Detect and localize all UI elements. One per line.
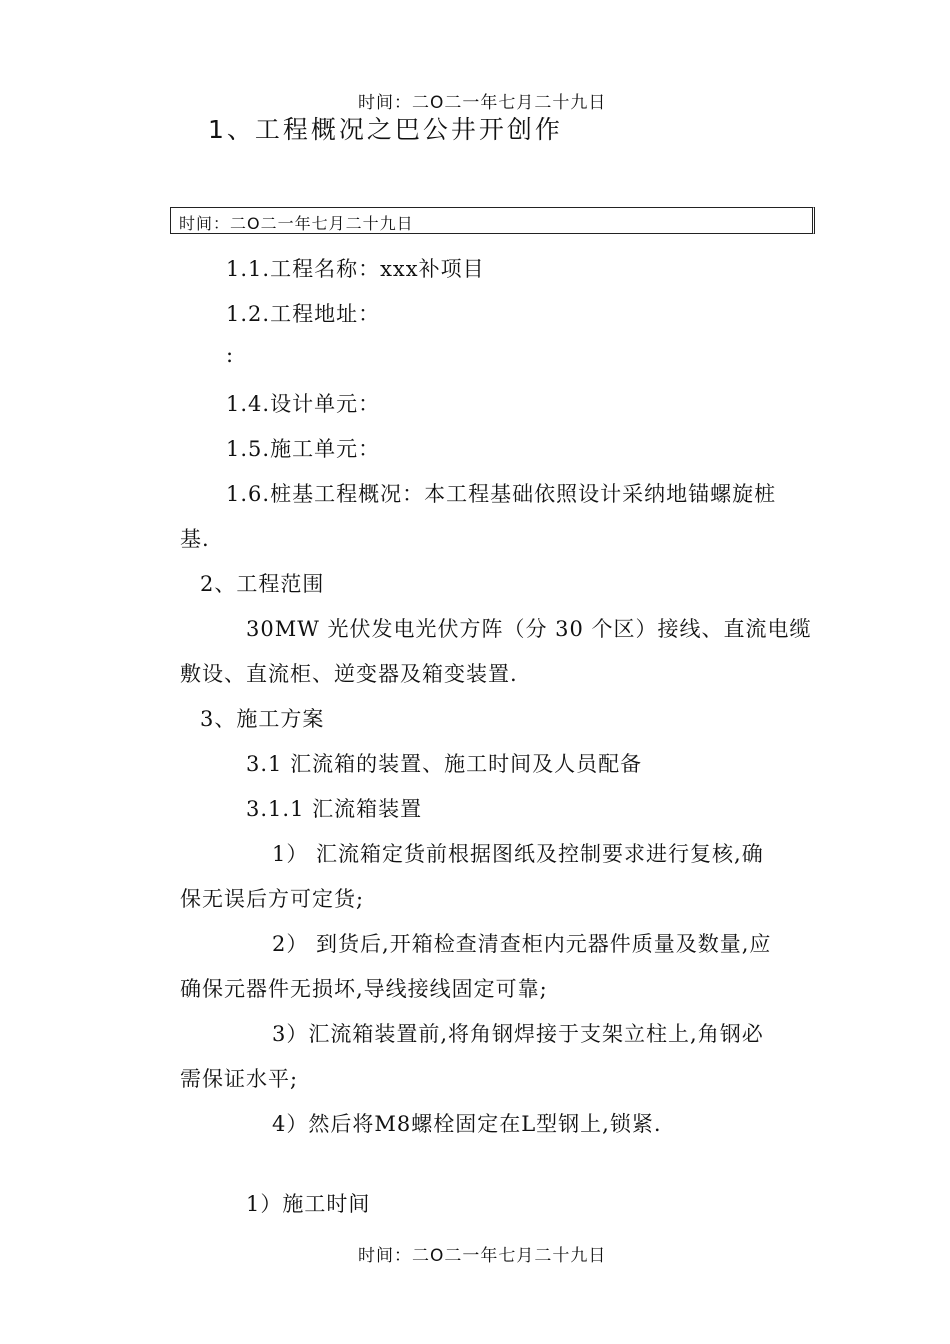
pile-overview-line: 1.6.桩基工程概况：本工程基础依照设计采纳地锚螺旋桩 (226, 482, 777, 506)
date-box-text: 时间：二O二一年七月二十九日 (179, 214, 414, 233)
item-1-line-2: 保无误后方可定货; (180, 887, 365, 911)
subsection-3-1: 3.1 汇流箱的装置、施工时间及人员配备 (246, 752, 643, 776)
construction-time-heading: 1）施工时间 (246, 1192, 371, 1216)
section-plan-heading: 3、施工方案 (200, 707, 325, 731)
subsection-3-1-1: 3.1.1 汇流箱装置 (246, 797, 423, 821)
scope-line-2: 敷设、直流柜、逆变器及箱变装置. (180, 662, 518, 686)
item-3-line-1: 3）汇流箱装置前,将角钢焊接于支架立柱上,角钢必 (272, 1022, 764, 1046)
footer-date: 时间：二O二一年七月二十九日 (358, 1246, 607, 1266)
colon-line: : (226, 343, 235, 367)
header-date: 时间：二O二一年七月二十九日 (358, 93, 607, 113)
document-title: 1、工程概况之巴公井开创作 (208, 115, 563, 144)
section-scope-heading: 2、工程范围 (200, 572, 325, 596)
scope-line-1: 30MW 光伏发电光伏方阵（分 30 个区）接线、直流电缆 (246, 617, 812, 641)
date-box (170, 207, 815, 234)
item-3-line-2: 需保证水平; (180, 1067, 299, 1091)
item-2-line-1: 2） 到货后,开箱检查清查柜内元器件质量及数量,应 (272, 932, 772, 956)
design-unit-line: 1.4.设计单元： (226, 392, 381, 416)
item-4-line: 4）然后将M8螺栓固定在L型钢上,锁紧. (272, 1112, 662, 1136)
item-1-line-1: 1） 汇流箱定货前根据图纸及控制要求进行复核,确 (272, 842, 764, 866)
pile-overview-line-cont: 基. (180, 527, 210, 551)
project-address-line: 1.2.工程地址： (226, 302, 381, 326)
project-name-line: 1.1.工程名称：xxx补项目 (226, 257, 485, 281)
construction-unit-line: 1.5.施工单元： (226, 437, 381, 461)
item-2-line-2: 确保元器件无损坏,导线接线固定可靠; (180, 977, 548, 1001)
